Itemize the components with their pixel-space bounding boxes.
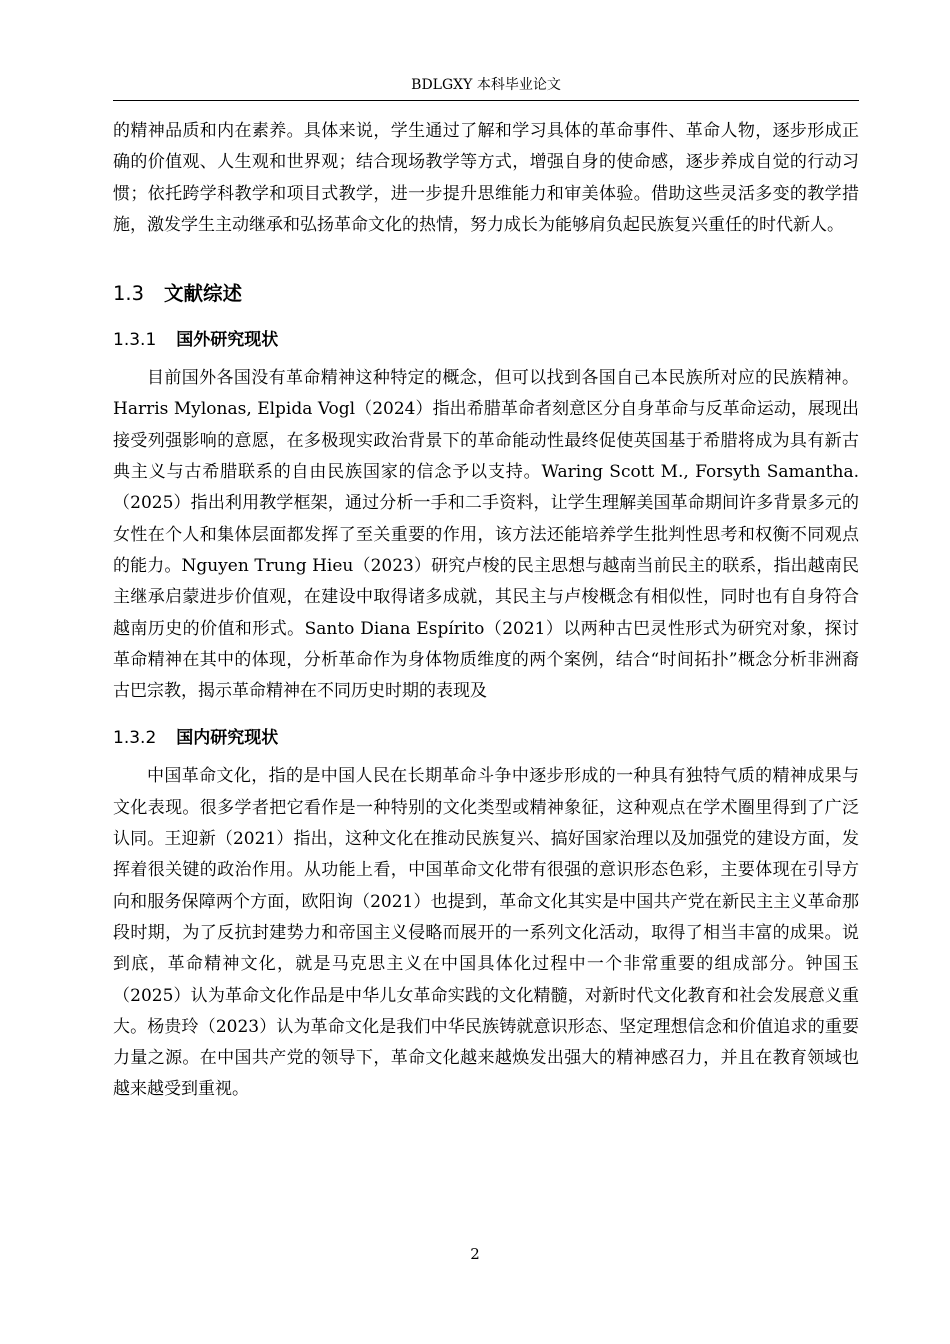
subsection-number: 1.3.2 xyxy=(113,728,157,749)
page-header xyxy=(113,70,859,101)
page-footer xyxy=(0,1245,950,1263)
subsection-number: 1.3.1 xyxy=(113,330,157,351)
page-number: 2 xyxy=(470,1245,480,1263)
section-heading-1-3 xyxy=(113,279,859,309)
page-body xyxy=(113,116,859,1106)
subsection-title: 国外研究现状 xyxy=(176,330,279,351)
section-number: 1.3 xyxy=(113,282,145,306)
header-title: BDLGXY 本科毕业论文 xyxy=(411,77,561,93)
subsection-heading-1-3-1 xyxy=(113,325,859,355)
subsection-heading-1-3-2 xyxy=(113,723,859,753)
section-title: 文献综述 xyxy=(164,282,243,306)
intro-paragraph: 的精神品质和内在素养。具体来说，学生通过了解和学习具体的革命事件、革命人物，逐步形成正确的价值观、人生观和世界观；结合现场教学等方式，增强自身的使命感，逐步养成自觉的行动习惯；依托跨学科教学和项目式教学，进一步提升思维能力和审美体验。借助这些灵活多变的教学措施，激发学生主动继承和弘扬革命文化的热情，努力成长为能够肩负起民族复兴重任的时代新人。 xyxy=(113,121,859,235)
subsection-title: 国内研究现状 xyxy=(176,728,279,749)
domestic-research-paragraph: 中国革命文化，指的是中国人民在长期革命斗争中逐步形成的一种具有独特气质的精神成果与文化表现。很多学者把它看作是一种特别的文化类型或精神象征，这种观点在学术圈里得到了广泛认同。王迎新（2021）指出，这种文化在推动民族复兴、搞好国家治理以及加强党的建设方面，发挥着很关键的政治作用。从功能上看，中国革命文化带有很强的意识形态色彩，主要体现在引导方向和服务保障两个方面，欧阳询（2021）也提到，革命文化其实是中国共产党在新民主主义革命那段时期，为了反抗封建势力和帝国主义侵略而展开的一系列文化活动，取得了相当丰富的成果。说到底，革命精神文化，就是马克思主义在中国具体化过程中一个非常重要的组成部分。钟国玉（2025）认为革命文化作品是中华儿女革命实践的文化精髓，对新时代文化教育和社会发展意义重大。杨贵玲（2023）认为革命文化是我们中华民族铸就意识形态、坚定理想信念和价值追求的重要力量之源。在中国共产党的领导下，革命文化越来越焕发出强大的精神感召力，并且在教育领域也越来越受到重视。 xyxy=(113,766,859,1100)
foreign-research-paragraph: 目前国外各国没有革命精神这种特定的概念，但可以找到各国自己本民族所对应的民族精神。Harris Mylonas, Elpida Vogl（2024）指出希腊革命者刻意区分自身革命与反革命运动，展现出接受列强影响的意愿，在多极现实政治背景下的革命能动性最终促使英国基于希腊将成为具有新古典主义与古希腊联系的自由民族国家的信念予以支持。Waring Scott M., Forsyth Samantha. （2025）指出利用教学框架，通过分析一手和二手资料，让学生理解美国革命期间许多背景多元的女性在个人和集体层面都发挥了至关重要的作用，该方法还能培养学生批判性思考和权衡不同观点的能力。Nguyen Trung Hieu（2023）研究卢梭的民主思想与越南当前民主的联系，指出越南民主继承启蒙进步价值观，在建设中取得诸多成就，其民主与卢梭概念有相似性，同时也有自身符合越南历史的价值和形式。Santo Diana Espírito（2021）以两种古巴灵性形式为研究对象，探讨革命精神在其中的体现，分析革命作为身体物质维度的两个案例，结合“时间拓扑”概念分析非洲裔古巴宗教，揭示革命精神在不同历史时期的表现及 xyxy=(113,368,859,702)
